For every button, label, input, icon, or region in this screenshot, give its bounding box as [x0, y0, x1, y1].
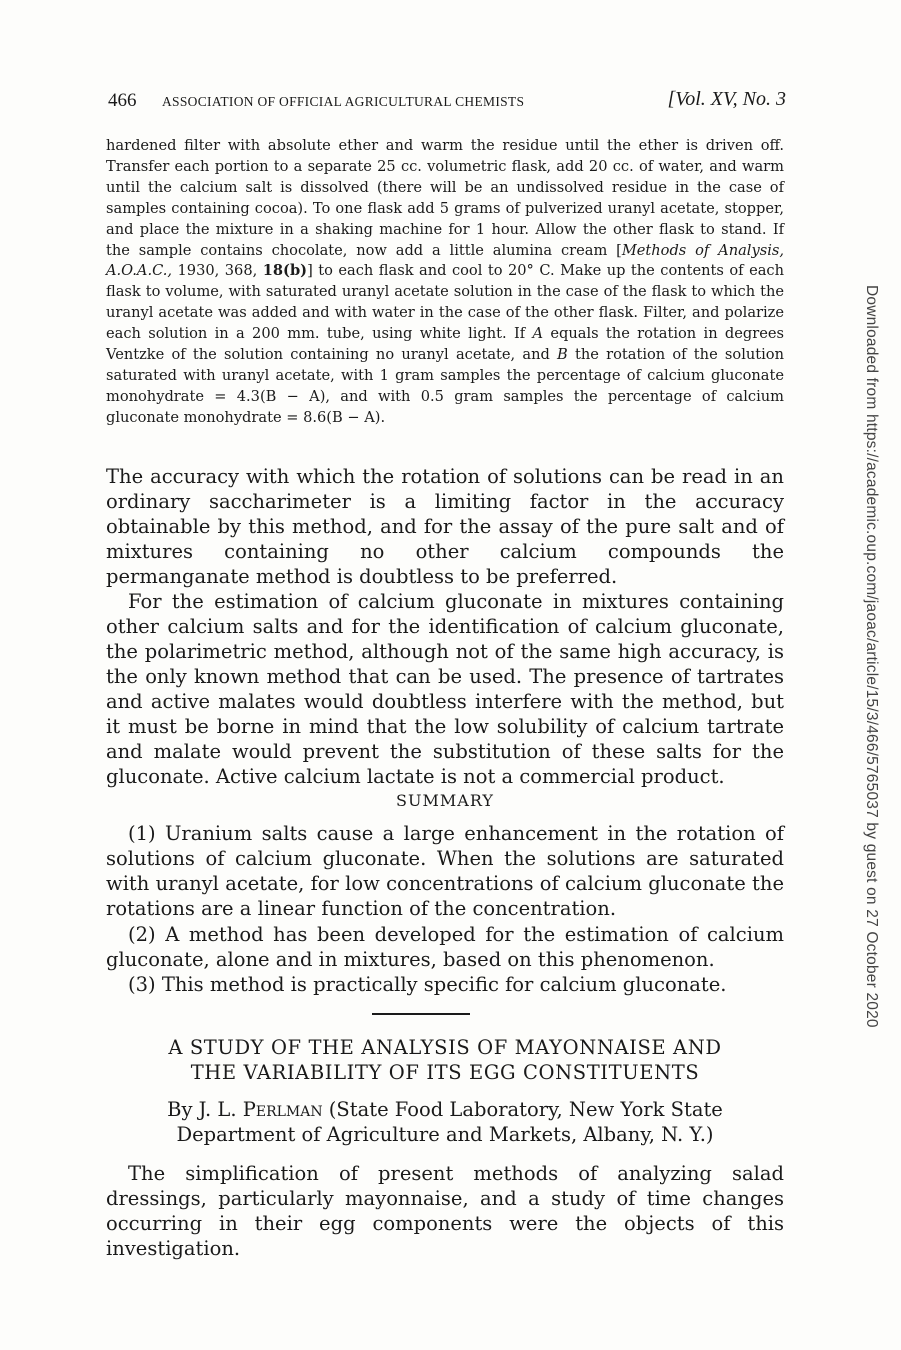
byline-prefix: By J. L. — [167, 1098, 243, 1121]
journal-title: ASSOCIATION OF OFFICIAL AGRICULTURAL CHEMISTS — [162, 94, 525, 109]
citation-title: Methods of Analysis, A.O.A.C., — [106, 241, 784, 280]
byline-affiliation-line-2: Department of Agriculture and Markets, Albany, N. Y.) — [176, 1123, 714, 1146]
summary-item-2: (2) A method has been developed for the estimation of calcium gluconate, alone and in mixtures, based on this phenomenon. — [106, 923, 784, 971]
byline-affiliation: (State Food Laboratory, New York State — [322, 1098, 723, 1121]
method-text-part: equals the rotation in degrees Ventzke of the solution containing no uranyl acetate, and — [106, 325, 784, 364]
author-surname: Perlman — [242, 1098, 323, 1121]
download-watermark: Downloaded from https://academic.oup.com/jaoac/article/15/3/466/5765037 by guest on 27 October 2020 — [863, 285, 880, 1028]
volume-issue: [Vol. XV, No. 3 — [667, 88, 786, 110]
variable-b: B — [557, 346, 568, 364]
discussion-paragraph-1: The accuracy with which the rotation of solutions can be read in an ordinary saccharimeter is a limiting factor in the accuracy obtainable by this method, and for the assay of the pure salt and of mixtures containing no other calcium compounds the permanganate method is doubtless to be preferred. — [106, 465, 784, 588]
summary-heading: SUMMARY — [396, 791, 494, 810]
method-text-part: ] to each flask and cool to 20° C. Make up the contents of each flask to volume, with saturated uranyl acetate solution in the case of the flask to which the uranyl acetate was added and with water in the case of the other flask. Filter, and polarize each solution in a 200 mm. tube, using white light. If — [106, 262, 784, 343]
citation-reference: 18(b) — [262, 262, 308, 280]
method-text-part: the rotation of the solution saturated with uranyl acetate, with 1 gram samples the percentage of calcium gluconate monohydrate = 4.3(B − A), and with 0.5 gram samples the percentage of calcium gluconate monohydrate = 8.6(B − A). — [106, 346, 784, 426]
summary-item-1: (1) Uranium salts cause a large enhancement in the rotation of solutions of calcium gluconate. When the solutions are saturated with uranyl acetate, for low concentrations of calcium gluconate the rotations are a linear function of the concentration. — [106, 822, 784, 920]
method-text-part: hardened filter with absolute ether and warm the residue until the ether is driven off. Transfer each portion to a separate 25 cc. volumetric flask, add 20 cc. of water, and warm until the calcium salt is dissolved (there will be an undissolved residue in the case of samples containing cocoa). To one flask add 5 grams of pulverized uranyl acetate, stopper, and place the mixture in a shaking machine for 1 hour. Allow the other flask to stand. If the sample contains chocolate, now add a little alumina cream [ — [106, 137, 784, 259]
section-divider — [372, 1013, 470, 1015]
summary-item-3: (3) This method is practically specific for calcium gluconate. — [128, 973, 727, 996]
article-title-line-1: A STUDY OF THE ANALYSIS OF MAYONNAISE AND — [168, 1036, 722, 1059]
article-title-line-2: THE VARIABILITY OF ITS EGG CONSTITUENTS — [190, 1061, 700, 1084]
method-text-part: 1930, 368, — [172, 262, 263, 280]
variable-a: A — [532, 325, 544, 343]
method-paragraph — [106, 136, 784, 429]
running-head — [108, 90, 788, 116]
page-number: 466 — [108, 90, 137, 111]
byline — [106, 1097, 784, 1147]
discussion-paragraph-2: For the estimation of calcium gluconate in mixtures containing other calcium salts and for the identification of calcium gluconate, the polarimetric method, although not of the same high accuracy, is the only known method that can be used. The presence of tartrates and active malates would doubtless interfere with the method, but it must be borne in mind that the low solubility of calcium tartrate and malate would prevent the substitution of these salts for the gluconate. Active calcium lactate is not a commercial product. — [106, 590, 784, 788]
article-intro: The simplification of present methods of analyzing salad dressings, particularly mayonnaise, and a study of time changes occurring in their egg components were the objects of this investigation. — [106, 1162, 784, 1260]
article-title — [106, 1035, 784, 1085]
